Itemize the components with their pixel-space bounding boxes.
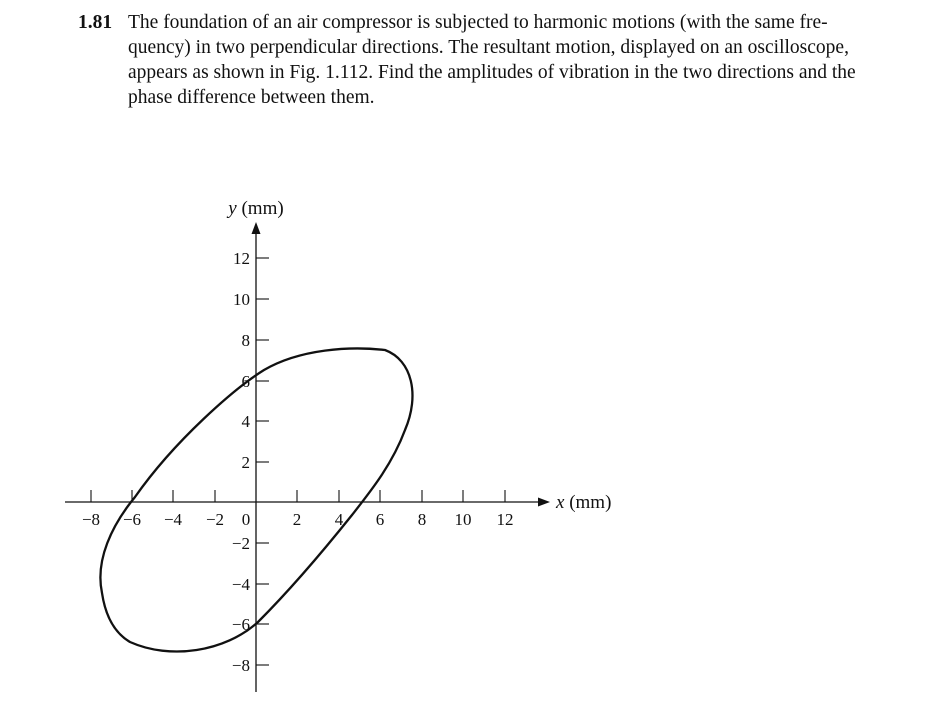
x-label-m6: −6 <box>122 510 142 529</box>
problem-line-2: quency) in two perpendicular directions. The resultant motion, displayed on an oscilloscope, <box>128 37 849 58</box>
y-label-6: 6 <box>241 372 250 391</box>
y-axis-arrow <box>252 222 261 234</box>
x-label-10: 10 <box>454 510 472 529</box>
problem-number: 1.81 <box>78 12 113 33</box>
x-axis-unit: (mm) <box>569 492 612 513</box>
problem-line-4: phase difference between them. <box>128 87 375 108</box>
y-label-m8: −8 <box>231 656 250 675</box>
x-label-8: 8 <box>417 510 427 529</box>
y-label-12: 12 <box>233 249 250 268</box>
problem-line-1: The foundation of an air compressor is subjected to harmonic motions (with the same fre- <box>128 12 828 33</box>
y-label-4: 4 <box>241 412 250 431</box>
x-label-m4: −4 <box>163 510 183 529</box>
x-label-6: 6 <box>375 510 385 529</box>
problem-line-3: appears as shown in Fig. 1.112. Find the amplitudes of vibration in the two directions and the <box>128 62 856 83</box>
y-axis-unit: (mm) <box>241 198 284 219</box>
y-label-2: 2 <box>241 453 250 472</box>
y-label-m2: −2 <box>231 534 250 553</box>
y-axis-title <box>226 198 283 219</box>
x-axis-title <box>555 492 611 513</box>
x-axis-arrow <box>538 498 550 507</box>
y-axis-ticks <box>256 258 269 665</box>
y-label-m4: −4 <box>231 575 250 594</box>
y-label-m6: −6 <box>231 615 250 634</box>
x-label-m8: −8 <box>81 510 101 529</box>
x-label-m2: −2 <box>205 510 225 529</box>
x-axis-ticks <box>91 490 505 502</box>
y-axis-var: y <box>228 198 237 219</box>
x-label-4: 4 <box>334 510 344 529</box>
y-label-8: 8 <box>241 331 250 350</box>
x-label-0: 0 <box>241 510 251 529</box>
x-axis-var: x <box>556 492 565 513</box>
x-label-12: 12 <box>496 510 514 529</box>
y-label-10: 10 <box>233 290 250 309</box>
x-label-2: 2 <box>292 510 302 529</box>
